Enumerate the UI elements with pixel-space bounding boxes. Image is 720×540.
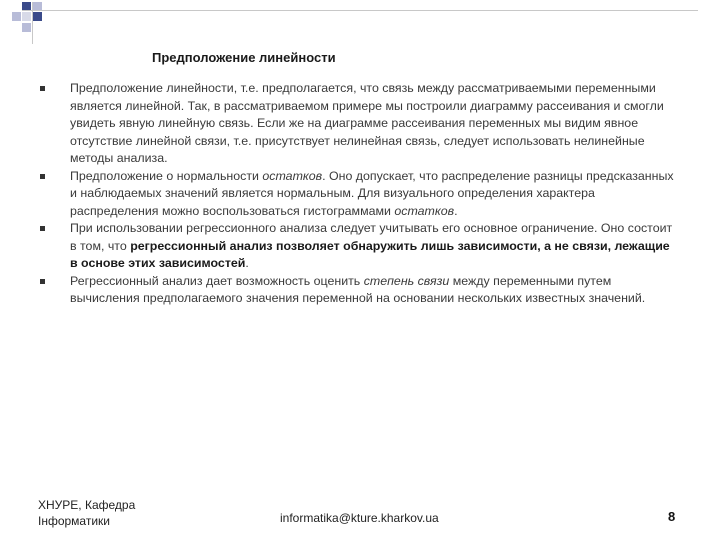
bullet-item [40,273,680,308]
footer-org-line1: ХНУРЕ, Кафедра [38,498,136,512]
slide-title: Предположение линейности [152,50,336,65]
bullet-text: . [245,256,249,270]
footer-org-line2: Інформатики [38,514,110,528]
footer-organization [38,497,135,529]
top-rule [22,10,698,11]
bullet-text: Регрессионный анализ дает возможность оценить [70,273,364,288]
deco-square-light [12,12,21,21]
bullet-list [40,80,680,308]
bullet-text-italic: остатков [394,203,455,218]
bullet-text: При использовании регрессионного анализа следует учитывать его основное ограничение. Оно состоит в том, что [70,221,673,253]
bullet-square-icon [40,174,45,179]
deco-square-light [22,12,31,21]
bullet-text-italic: степень связи [363,273,450,288]
bullet-item [40,220,680,273]
bullet-square-icon [40,226,45,231]
bullet-text: Предположение о нормальности [70,168,263,183]
bullet-square-icon [40,279,45,284]
bullet-item [40,168,680,221]
bullet-square-icon [40,86,45,91]
page-number: 8 [668,509,676,524]
footer-email: informatika@kture.kharkov.ua [280,511,439,525]
bullet-text-italic: остатков [262,168,323,183]
bullet-text: . Оно допускает, что распределение разницы предсказанных и наблюдаемых значений является нормальным. Для визуального определения характера распределения можно воспользоваться гистограммами [70,168,674,218]
bullet-item [40,80,680,168]
deco-square-light [22,23,31,32]
bullet-text: Предположение линейности, т.е. предполагается, что связь между рассматриваемыми переменными является линейной. Так, в рассматриваемом примере мы построили диаграмму рассеивания и смогли увидеть явную линейную связь. Если же на диаграмме рассеивания переменных мы видим явное отсутствие линейной связи, т.е. присутствует нелинейная связь, следует использовать нелинейные методы анализа. [70,81,664,165]
bullet-text: . [454,203,458,218]
bullet-text: между переменными путем вычисления предполагаемого значения переменной на основании нескольких известных значений. [70,273,646,305]
bullet-text-bold: регрессионный анализ позволяет обнаружить лишь зависимости, а не связи, лежащие в основе этих зависимостей [70,238,670,270]
left-rule [32,2,33,44]
corner-decoration [0,0,60,40]
deco-square-dark [33,12,42,21]
